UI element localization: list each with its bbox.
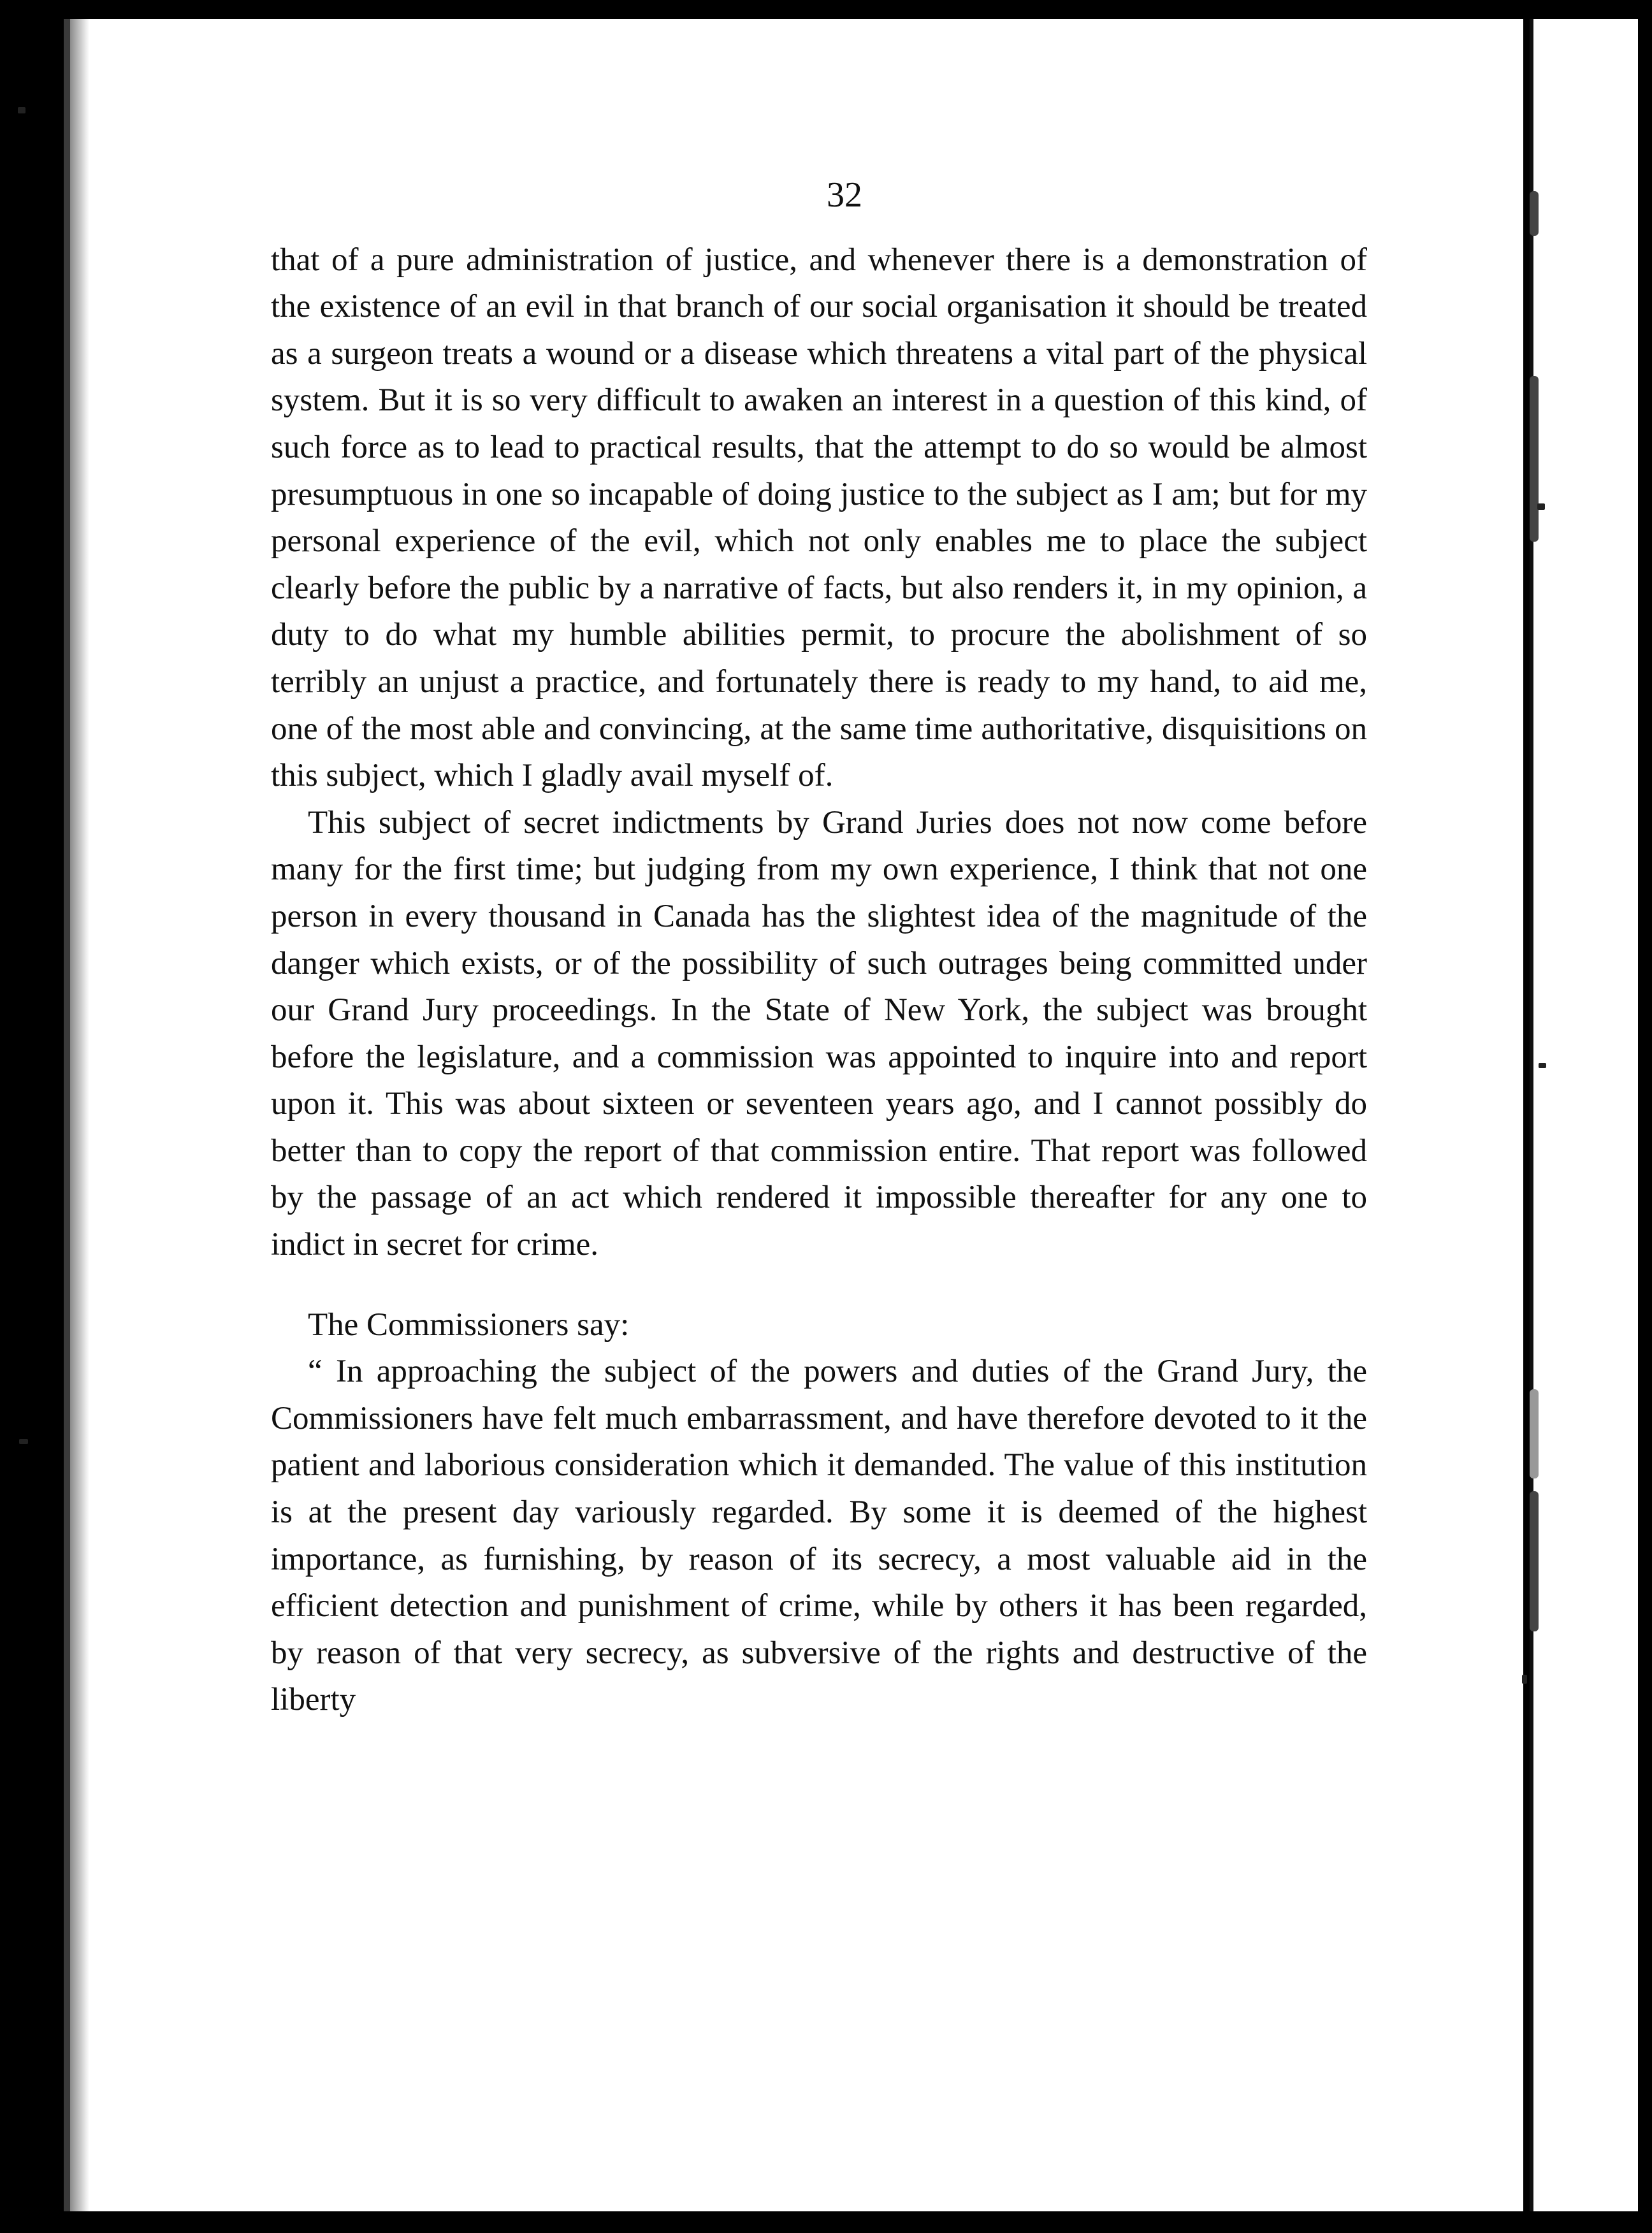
binding-gutter-shadow <box>70 19 89 2211</box>
paragraph: This subject of secret indictments by Grand Juries does not now come before many for the first time; but judging from my own experience, I think that not one person in every thousand in Canada has the slightest idea of the magnitude of the danger which exists, or of the possibility of such outrages being committed under our Grand Jury proceedings. In the State of New York, the subject was brought before the legislature, and a commission was appointed to inquire into and report upon it. This was about sixteen or seventeen years ago, and I cannot possibly do better than to copy the report of that commission entire. That report was followed by the passage of an act which rendered it impossible thereafter for any one to indict in secret for crime. <box>271 804 1367 1263</box>
paragraph: “ In approaching the subject of the powers and duties of the Grand Jury, the Commissioners have felt much embarrassment, and have therefore devoted to it the patient and laborious consideration which it demanded. The value of this institution is at the present day variously regarded. By some it is deemed of the highest importance, as furnishing, by reason of its secrecy, a most valuable aid in the efficient detection and punishment of crime, while by others it has been regarded, by reason of that very secrecy, as subversive of the rights and destructive of the liberty <box>271 1354 1367 1718</box>
scan-speck <box>1537 503 1545 510</box>
scan-speck <box>1522 1675 1527 1684</box>
facing-page-edge <box>1530 19 1638 2211</box>
page-edge-mark <box>1530 191 1539 236</box>
body-text <box>271 172 1367 1724</box>
scan-speck <box>1539 1063 1546 1068</box>
page-edge-mark <box>1530 1491 1539 1631</box>
scan-speck <box>18 107 25 113</box>
paragraph: that of a pure administration of justice, and whenever there is a demonstration of the existence of an evil in that branch of our social organisation it should be treated as a surgeon treats a wound or a disease which threatens a vital part of the physical system. But it is so very difficult to awaken an interest in a question of this kind, of such force as to lead to practical results, that the attempt to do so would be almost presumptuous in one so incapable of doing justice to the subject as I am; but for my personal experience of the evil, which not only enables me to place the subject clearly before the public by a narrative of facts, but also renders it, in my opinion, a duty to do what my humble abilities permit, to procure the abolishment of so terribly an unjust a practice, and fortunately there is ready to my hand, to aid me, one of the most able and convincing, at the same time authoritative, disquisitions on this subject, which I gladly avail myself of. <box>271 242 1367 794</box>
page-edge-mark <box>1530 376 1539 542</box>
page-edge-mark <box>1530 1389 1539 1478</box>
page-number: 32 <box>827 175 862 215</box>
scan-speck <box>19 1439 28 1444</box>
paragraph: The Commissioners say: <box>308 1306 630 1343</box>
